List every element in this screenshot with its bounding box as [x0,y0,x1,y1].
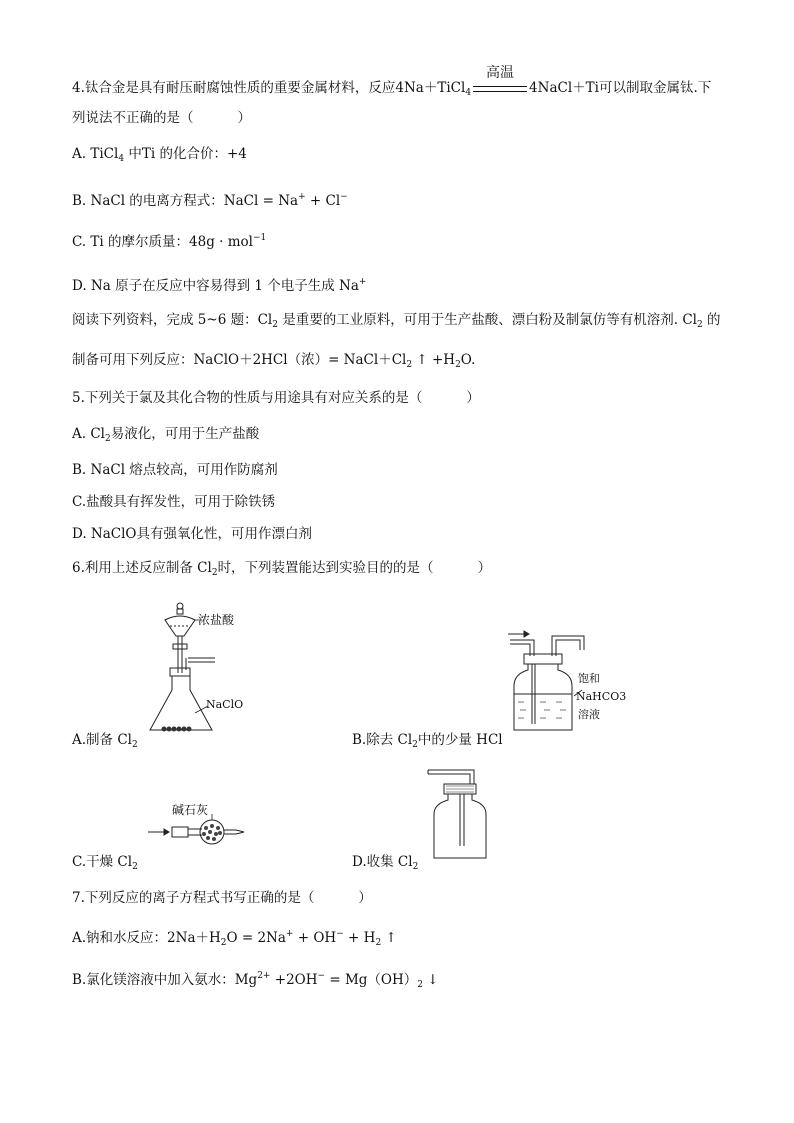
passage-text-1c: 的 [702,312,721,328]
q7-option-a-tail: ↑ [381,930,397,946]
q4-option-b-text: B. NaCl 的电离方程式：NaCl = Na [72,193,299,209]
q7-option-b-sub: 2 [417,980,423,990]
q4-option-a [72,144,247,169]
passage-text-1b: 是重要的工业原料，可用于生产盐酸、漂白粉及制氯仿等有机溶剂. Cl [277,312,697,328]
q7-option-a [72,924,397,953]
q4-option-d-sup: + [358,277,367,287]
apparatus-b-wash-bottle-icon [500,626,660,736]
equals-bar [473,86,527,92]
q7-option-a-mid: O = 2Na [226,930,286,946]
q7-option-a-text: A.钠和水反应：2Na＋H [72,930,221,946]
q5-option-a [72,424,259,449]
q5-option-b-text: B. NaCl 熔点较高，可用作防腐剂 [72,462,278,478]
passage-text-2b: ↑ +H [412,352,456,368]
passage-line1 [72,310,721,335]
q4-option-b-sup: + [298,192,306,202]
q5-paren-close: ） [466,390,480,406]
q6-option-d [352,852,418,877]
fig-b-label-nahco3: NaHCO3 [576,690,627,703]
q7-option-a-mid2: + OH [293,930,337,946]
reaction-condition-label: 高温 [486,64,515,81]
q4-option-b-mid: + Cl [305,193,341,209]
q6-option-d-sub: 2 [412,862,419,872]
q5-stem-text: 5.下列关于氯及其化合物的性质与用途具有对应关系的是（ [72,390,423,406]
q4-option-b [72,187,348,211]
q4-option-d-text: D. Na 原子在反应中容易得到 1 个电子生成 Na [72,278,359,294]
q7-option-a-sub2: 2 [375,938,382,948]
fig-a-label-naclo: NaClO [206,698,244,711]
q5-stem [72,388,480,408]
q7-option-b-text: B.氯化镁溶液中加入氨水：Mg [72,972,258,988]
q5-option-a-text: A. Cl [72,426,105,442]
q4-stem-text-2: 4NaCl＋Ti可以制取金属钛.下 [529,80,712,96]
q6-option-d-text: D.收集 Cl [352,854,413,870]
q5-option-a-sub: 2 [104,434,111,444]
q6-option-c-text: C.干燥 Cl [72,854,133,870]
q5-option-b [72,460,278,480]
q4-option-a-sub: 4 [118,154,125,164]
q7-option-b-tail: ↓ [423,972,439,988]
q4-option-b-sup2: − [340,192,348,202]
passage-line2 [72,350,475,375]
reaction-condition [471,64,529,99]
q4-option-d [72,272,366,296]
q5-option-a-tail: 易液化，可用于生产盐酸 [110,426,260,442]
q4-stem-text: 4.钛合金是具有耐压耐腐蚀性质的重要金属材料，反应4Na＋TiCl [72,80,466,96]
q4-stem-line2-text: 列说法不正确的是（ [72,110,194,126]
passage-sub-2: 2 [697,320,703,330]
passage-text-2a: 制备可用下列反应：NaClO＋2HCl（浓）= NaCl＋Cl [72,352,407,368]
q4-paren-close: ） [237,110,251,126]
fig-a-label-acid: 浓盐酸 [198,613,235,627]
q5-option-d [72,524,312,544]
q4-option-c-text: C. Ti 的摩尔质量：48g · mol [72,234,253,250]
q4-stem-subscript: 4 [465,88,472,98]
q7-paren-close: ） [358,890,372,906]
q7-option-b-sup: 2+ [257,971,271,981]
q7-option-a-sup: + [285,929,294,939]
q6-stem-sub: 2 [211,568,218,578]
q6-option-b-sub: 2 [412,740,418,750]
q6-option-b [352,730,503,755]
q7-option-a-sup2: − [336,929,344,939]
fig-c-label-soda-lime: 碱石灰 [172,803,209,817]
q7-option-b-mid: +2OH [270,972,318,988]
apparatus-c-drying-tube-icon [140,800,260,860]
passage-text-1a: 阅读下列资料，完成 5~6 题：Cl [72,312,273,328]
q6-stem-text: 6.利用上述反应制备 Cl [72,560,212,576]
q5-option-d-text: D. NaClO具有强氧化性，可用作漂白剂 [72,526,313,542]
q6-stem-text-2: 时，下列装置能达到实验目的的是（ [217,560,434,576]
q5-option-c-text: C.盐酸具有挥发性，可用于除铁锈 [72,494,276,510]
fig-b-label-saturated: 饱和 [578,672,600,685]
passage-sub-3: 2 [406,360,413,370]
q6-option-a [72,730,138,755]
q7-stem [72,888,372,908]
q4-option-c-sup: −1 [252,233,267,243]
q6-option-a-text: A.制备 Cl [72,732,132,748]
q6-option-b-text: B.除去 Cl [352,732,413,748]
q6-option-c-sub: 2 [132,862,138,872]
q4-option-c [72,228,266,252]
q6-paren-close: ） [477,560,492,576]
q4-option-a-tail: 中Ti 的化合价：+4 [124,146,247,162]
q5-option-c [72,492,275,512]
q6-stem [72,558,491,583]
q6-option-b-tail: 中的少量 HCl [417,732,503,748]
passage-text-2c: O. [460,352,476,368]
q6-option-a-sub: 2 [131,740,138,750]
q4-stem-line1 [72,64,712,103]
apparatus-a-flask-icon [140,598,270,738]
apparatus-d-collection-bottle-icon [420,766,500,866]
q7-option-a-mid3: + H [343,930,376,946]
fig-b-label-solution: 溶液 [578,708,600,721]
passage-sub-4: 2 [455,360,461,370]
passage-sub-1: 2 [272,320,278,330]
q4-option-a-text: A. TiCl [72,146,119,162]
q6-option-c [72,852,138,877]
q7-stem-text: 7.下列反应的离子方程式书写正确的是（ [72,890,315,906]
q4-stem-line2 [72,108,251,128]
q7-option-a-sub: 2 [220,938,227,948]
q7-option-b [72,966,439,995]
q7-option-b-sup2: − [317,971,326,981]
q7-option-b-mid2: = Mg（OH） [325,972,418,988]
